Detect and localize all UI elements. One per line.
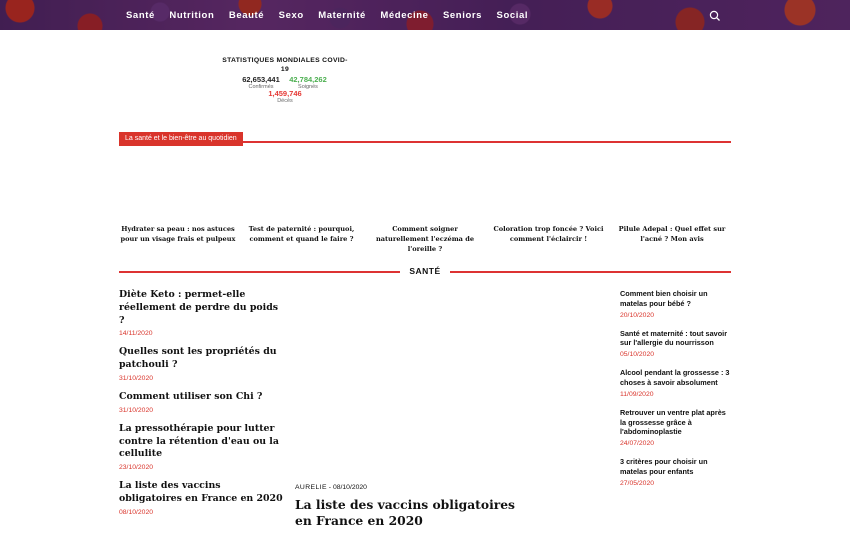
featured-cards-row — [119, 224, 731, 254]
list-item — [620, 368, 732, 398]
nav-item-beaute[interactable]: Beauté — [228, 10, 265, 21]
nav-item-sexo[interactable]: Sexo — [278, 10, 304, 21]
article-date: 08/10/2020 — [119, 508, 154, 516]
article-title[interactable]: Comment bien choisir un matelas pour bébé ? — [620, 289, 708, 308]
article-title[interactable]: Alcool pendant la grossesse : 3 choses à savoir absolument — [620, 368, 730, 387]
top-banner — [0, 0, 850, 30]
nav-item-seniors[interactable]: Seniors — [442, 10, 483, 21]
nav-item-nutrition[interactable]: Nutrition — [169, 10, 215, 21]
section-divider-left — [119, 271, 400, 273]
article-title[interactable]: Retrouver un ventre plat après la grossesse grâce à l'abdominoplastie — [620, 407, 726, 437]
article-date: 31/10/2020 — [119, 374, 154, 382]
article-title[interactable]: La pressothérapie pour lutter contre la rétention d'eau ou la cellulite — [119, 422, 279, 460]
covid-stats-widget — [220, 56, 350, 74]
card-title[interactable]: Coloration trop foncée ? Voici comment l'éclaircir ! — [493, 225, 604, 243]
article-date: 14/11/2020 — [119, 330, 153, 338]
list-item — [620, 408, 732, 447]
card-title[interactable]: Comment soigner naturellement l'eczéma de l'oreille ? — [375, 225, 475, 253]
main-nav — [126, 10, 543, 21]
article-date: 27/05/2020 — [620, 479, 655, 487]
covid-stats-title: STATISTIQUES MONDIALES COVID-19 — [222, 57, 348, 73]
nav-item-maternite[interactable]: Maternité — [318, 10, 366, 21]
article-date: 20/10/2020 — [620, 311, 655, 319]
tab-sante-bien-etre[interactable]: La santé et le bien-être au quotidien — [119, 132, 243, 146]
block-header — [119, 127, 731, 143]
list-item — [119, 423, 284, 471]
search-icon[interactable] — [709, 9, 721, 21]
left-article-list — [119, 289, 284, 525]
section-title-sante[interactable]: SANTÉ — [409, 266, 441, 276]
list-item — [620, 457, 732, 487]
nav-item-medecine[interactable]: Médecine — [380, 10, 429, 21]
article-title[interactable]: 3 critères pour choisir un matelas pour enfants — [620, 457, 708, 476]
article-date: 24/07/2020 — [620, 440, 655, 448]
nav-item-sante[interactable]: Santé — [126, 10, 155, 21]
featured-meta — [295, 484, 367, 491]
card-title[interactable]: Test de paternité : pourquoi, comment et quand le faire ? — [248, 225, 355, 243]
list-item — [119, 391, 284, 414]
featured-date: 08/10/2020 — [332, 484, 367, 491]
covid-deaths — [262, 89, 308, 104]
covid-confirmed — [238, 75, 284, 90]
article-date: 05/10/2020 — [620, 351, 655, 359]
right-article-list — [620, 289, 732, 497]
covid-recovered-value: 42,784,262 — [289, 75, 327, 84]
article-title[interactable]: Quelles sont les propriétés du patchouli ? — [119, 346, 277, 371]
article-title[interactable]: Comment utiliser son Chi ? — [119, 390, 263, 402]
article-title[interactable]: Santé et maternité : tout savoir sur l'allergie du nourrisson — [620, 328, 728, 348]
list-item — [119, 346, 284, 382]
article-date: 11/09/2020 — [620, 390, 654, 398]
featured-title[interactable]: La liste des vaccins obligatoires en France en 2020 — [295, 497, 515, 528]
nav-item-social[interactable]: Social — [496, 10, 529, 21]
card-title[interactable]: Hydrater sa peau : nos astuces pour un visage frais et pulpeux — [120, 225, 236, 243]
section-divider-right — [450, 271, 731, 273]
card-title[interactable]: Pilule Adepal : Quel effet sur l'acné ? Mon avis — [618, 225, 726, 243]
covid-recovered-label: Soignés — [298, 84, 318, 90]
covid-confirmed-label: Confirmés — [248, 84, 274, 90]
list-item — [119, 480, 284, 516]
article-title[interactable]: La liste des vaccins obligatoires en France en 2020 — [119, 480, 283, 504]
covid-deaths-label: Décès — [277, 98, 293, 104]
list-item — [620, 289, 732, 319]
covid-deaths-value: 1,459,746 — [268, 89, 302, 98]
covid-confirmed-value: 62,653,441 — [242, 75, 280, 84]
list-item — [119, 289, 284, 337]
article-date: 23/10/2020 — [119, 464, 154, 472]
list-item — [620, 329, 732, 359]
featured-author[interactable]: AURELIE — [295, 484, 327, 491]
article-title[interactable]: Diète Keto : permet-elle réellement de perdre du poids ? — [119, 289, 279, 326]
article-date: 31/10/2020 — [119, 406, 154, 414]
featured-meta-separator: - — [326, 484, 333, 491]
covid-recovered — [285, 75, 331, 90]
